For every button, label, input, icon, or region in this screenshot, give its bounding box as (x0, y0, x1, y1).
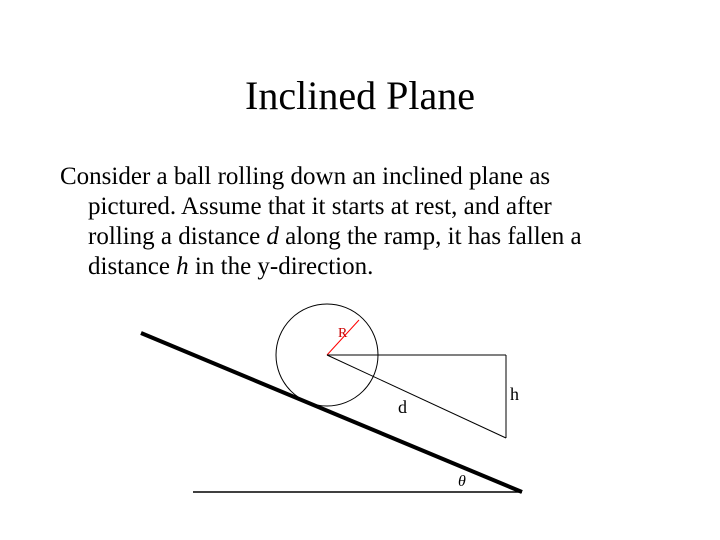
body-line-1: Consider a ball rolling down an inclined plane as (60, 163, 551, 190)
distance-line (327, 355, 506, 438)
height-label: h (510, 384, 519, 404)
body-text-fragment: along the ramp, it has fallen a (278, 223, 582, 250)
body-text-fragment: rolling a distance (88, 223, 267, 250)
body-text-fragment: in the y-direction. (188, 253, 374, 280)
radius-label: R (338, 326, 348, 341)
distance-label: d (398, 397, 407, 417)
variable-h: h (176, 253, 189, 280)
variable-d: d (266, 223, 279, 250)
body-line-2: pictured. Assume that it starts at rest, and after (88, 193, 552, 220)
body-text-fragment: distance (88, 253, 177, 280)
angle-label: θ (458, 473, 466, 490)
slide-title: Inclined Plane (245, 73, 475, 118)
